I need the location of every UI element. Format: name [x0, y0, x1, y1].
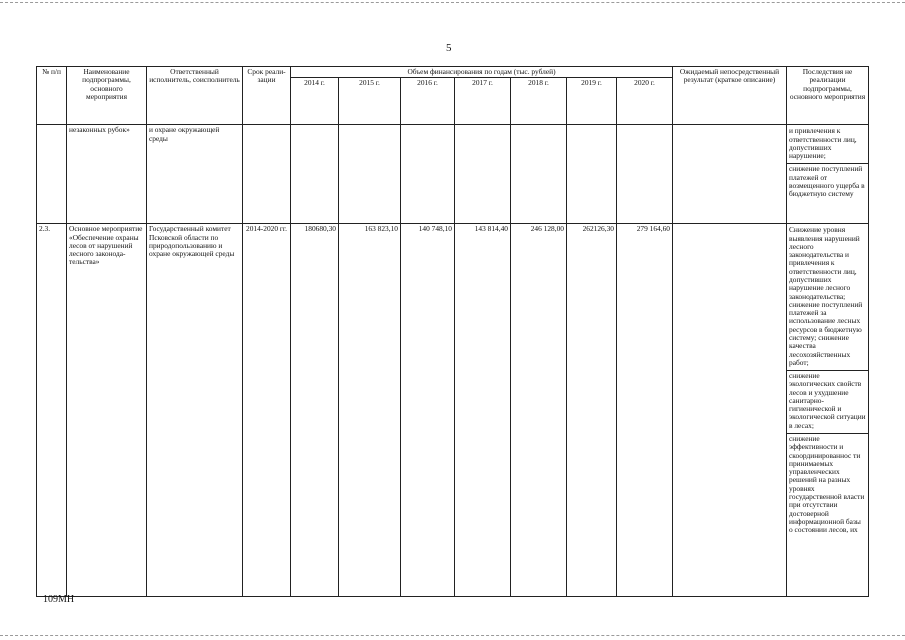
header-term: Срок реали-зации — [243, 67, 291, 125]
header-expected-result: Ожидаемый непосредственный результат (краткое описание) — [673, 67, 787, 125]
consequence-item: Снижение уровня выявления нарушений лесного законодательства и привлечения к ответственности лиц, допустивших нарушение лесного законодательства; снижение поступлений платежей за использование лесных ресурсов в бюджетную систему; снижение качества лесохозяйственных работ; — [787, 225, 868, 371]
cell-num: 2.3. — [37, 224, 67, 597]
cell-2015 — [339, 125, 401, 224]
header-year-2017: 2017 г. — [455, 78, 511, 125]
table-row-continuation — [37, 125, 869, 224]
header-responsible: Ответственный исполнитель, соисполнитель — [147, 67, 243, 125]
cell-num — [37, 125, 67, 224]
header-year-2019: 2019 г. — [567, 78, 617, 125]
header-year-2015: 2015 г. — [339, 78, 401, 125]
consequence-item: снижение эффективности и скоординированнос ти принимаемых управленческих решений на разных уровнях государственной власти при отсутствии достоверной информационной базы о состоянии лесов, их — [789, 434, 865, 535]
cell-2018 — [511, 125, 567, 224]
consequence-item: снижение экологических свойств лесов и ухудшение санитарно-гигиенической и экологической ситуации в лесах; — [787, 371, 868, 434]
header-year-2014: 2014 г. — [291, 78, 339, 125]
cell-2016 — [401, 125, 455, 224]
cell-term: 2014-2020 гг. — [243, 224, 291, 597]
footer-code: 109МН — [43, 594, 75, 605]
cell-responsible: Государственный комитет Псковской области по природопользованию и охране окружающей среды — [147, 224, 243, 597]
cell-term — [243, 125, 291, 224]
header-year-2020: 2020 г. — [617, 78, 673, 125]
consequence-item: снижение поступлений платежей от возмещенного ущерба в бюджетную систему — [789, 164, 865, 199]
cell-expected-result — [673, 125, 787, 224]
cell-2018: 246 128,00 — [511, 224, 567, 597]
scan-edge-bottom — [0, 635, 905, 636]
header-consequences: Последствия не реализации подпрограммы, основного мероприятия — [787, 67, 869, 125]
cell-responsible: и охране окружающей среды — [147, 125, 243, 224]
cell-2019: 262126,30 — [567, 224, 617, 597]
cell-2014: 180680,30 — [291, 224, 339, 597]
cell-2015: 163 823,10 — [339, 224, 401, 597]
cell-name: Основное мероприятие «Обеспечение охраны лесов от нарушений лесного законода-тельства» — [67, 224, 147, 597]
page-number: 5 — [446, 42, 452, 54]
program-table — [36, 66, 869, 597]
header-financing: Объем финансирования по годам (тыс. рублей) — [291, 67, 673, 78]
cell-2017: 143 814,40 — [455, 224, 511, 597]
cell-expected-result — [673, 224, 787, 597]
header-year-2018: 2018 г. — [511, 78, 567, 125]
header-name: Наименование подпрограммы, основного мероприятия — [67, 67, 147, 125]
consequence-item: и привлечения к ответственности лиц, допустивших нарушение; — [787, 126, 868, 164]
cell-2017 — [455, 125, 511, 224]
header-num: № п/п — [37, 67, 67, 125]
table-row-2-3 — [37, 224, 869, 597]
cell-name: незаконных рубок» — [67, 125, 147, 224]
cell-consequences — [787, 125, 869, 224]
cell-2020 — [617, 125, 673, 224]
table-header-row — [37, 67, 869, 78]
header-year-2016: 2016 г. — [401, 78, 455, 125]
cell-2016: 140 748,10 — [401, 224, 455, 597]
cell-2020: 279 164,60 — [617, 224, 673, 597]
cell-2019 — [567, 125, 617, 224]
cell-2014 — [291, 125, 339, 224]
cell-consequences — [787, 224, 869, 597]
scan-edge-top — [0, 2, 905, 3]
